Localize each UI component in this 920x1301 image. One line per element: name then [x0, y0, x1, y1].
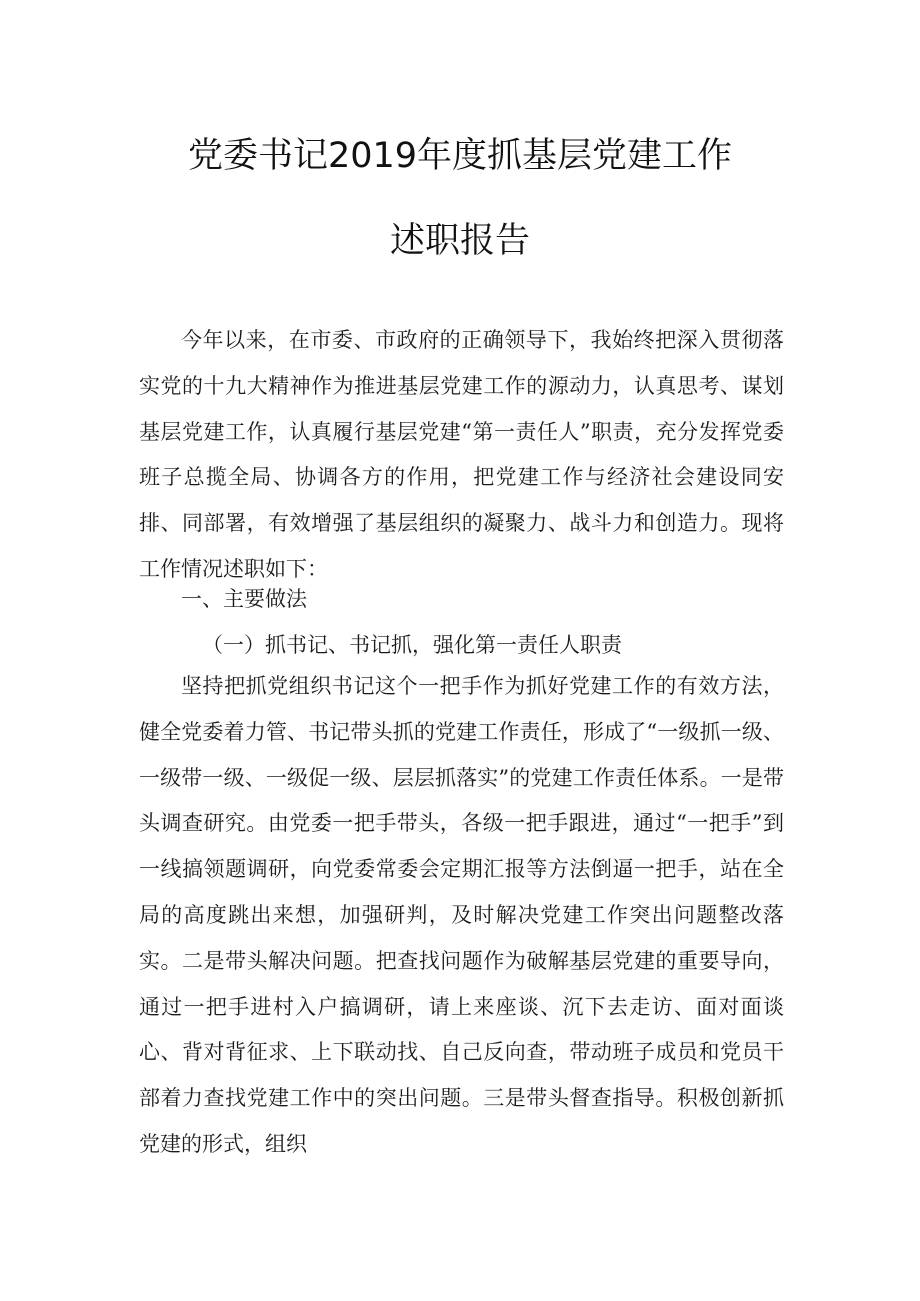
subsection-heading: （一）抓书记、书记抓，强化第一责任人职责: [202, 633, 622, 657]
main-paragraph: 坚持把抓党组织书记这个一把手作为抓好党建工作的有效方法，健全党委着力管、书记带头抓的党建工作责任，形成了“一级抓一级、一级带一级、一级促一级、层层抓落实”的党建工作责任体系。一是带头调查研究。由党委一把手带头，各级一把手跟进，通过“一把手”到一线搞领题调研，向党委常委会定期汇报等方法倒逼一把手，站在全局的高度跳出来想，加强研判，及时解决党建工作突出问题整改落实。二是带头解决问题。把查找问题作为破解基层党建的重要导向，通过一把手进村入户搞调研，请上来座谈、沉下去走访、面对面谈心、背对背征求、上下联动找、自己反向查，带动班子成员和党员干部着力查找党建工作中的突出问题。三是带头督查指导。积极创新抓党建的形式，组织: [139, 674, 784, 1156]
section-heading: 一、主要做法: [181, 587, 307, 611]
document-title-line-2: 述职报告: [389, 221, 530, 261]
document-title-line-1: 党委书记2019年度抓基层党建工作: [187, 136, 733, 176]
intro-paragraph: 今年以来，在市委、市政府的正确领导下，我始终把深入贯彻落实党的十九大精神作为推进基层党建工作的源动力，认真思考、谋划基层党建工作，认真履行基层党建“第一责任人”职责，充分发挥党委班子总揽全局、协调各方的作用，把党建工作与经济社会建设同安排、同部署，有效增强了基层组织的凝聚力、战斗力和创造力。现将工作情况述职如下：: [139, 328, 784, 581]
